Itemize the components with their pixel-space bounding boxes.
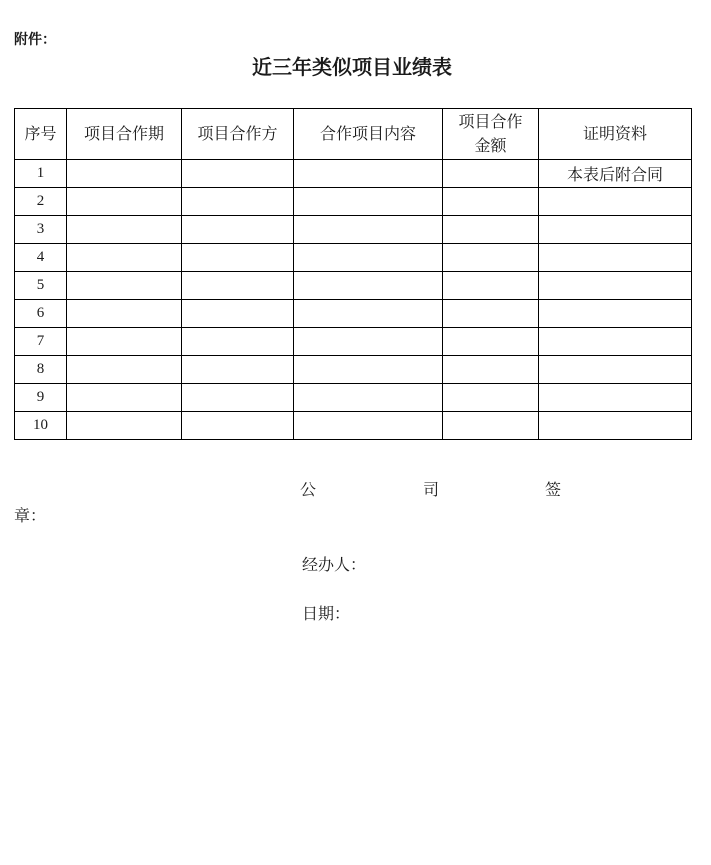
table-row	[15, 300, 692, 328]
cell-cooperation-period	[67, 272, 182, 300]
cell-project-content	[294, 216, 443, 244]
cell-serial: 1	[15, 160, 67, 188]
document-title: 近三年类似项目业绩表	[252, 55, 452, 79]
cell-cooperation-period	[67, 216, 182, 244]
table-header-row	[15, 109, 692, 160]
cell-cooperation-period	[67, 384, 182, 412]
header-text-line-2: 金额	[474, 136, 507, 155]
cell-partner	[182, 300, 294, 328]
cell-contract-amount	[443, 412, 539, 440]
seal-char-sign: 签	[545, 480, 562, 499]
cell-partner	[182, 216, 294, 244]
cell-cooperation-period	[67, 412, 182, 440]
cell-project-content	[294, 188, 443, 216]
header-cell-cooperation-period	[67, 109, 182, 160]
cell-serial: 5	[15, 272, 67, 300]
header-cell-project-content	[294, 109, 443, 160]
cell-project-content	[294, 384, 443, 412]
header-text: 证明资料	[582, 124, 647, 143]
cell-supporting-documents	[539, 272, 692, 300]
header-cell-supporting-documents	[539, 109, 692, 160]
cell-partner	[182, 384, 294, 412]
header-cell-partner	[182, 109, 294, 160]
table-row	[15, 244, 692, 272]
table-row	[15, 328, 692, 356]
cell-project-content	[294, 356, 443, 384]
cell-project-content	[294, 244, 443, 272]
header-text: 项目合作期	[83, 124, 164, 143]
cell-project-content	[294, 160, 443, 188]
cell-cooperation-period	[67, 160, 182, 188]
cell-partner	[182, 160, 294, 188]
cell-contract-amount	[443, 384, 539, 412]
table-row	[15, 384, 692, 412]
header-text: 序号	[24, 124, 57, 143]
cell-contract-amount	[443, 272, 539, 300]
cell-serial: 10	[15, 412, 67, 440]
cell-supporting-documents	[539, 216, 692, 244]
cell-cooperation-period	[67, 188, 182, 216]
cell-supporting-documents	[539, 384, 692, 412]
cell-project-content	[294, 328, 443, 356]
cell-contract-amount	[443, 356, 539, 384]
header-text: 项目合作方	[197, 124, 278, 143]
cell-project-content	[294, 272, 443, 300]
cell-contract-amount	[443, 300, 539, 328]
cell-partner	[182, 188, 294, 216]
seal-char-company-1: 公	[300, 480, 317, 499]
table-row	[15, 412, 692, 440]
cell-serial: 8	[15, 356, 67, 384]
table-header	[15, 109, 692, 160]
cell-serial: 3	[15, 216, 67, 244]
table-row	[15, 160, 692, 188]
cell-cooperation-period	[67, 244, 182, 272]
cell-contract-amount	[443, 160, 539, 188]
cell-serial: 2	[15, 188, 67, 216]
cell-supporting-documents	[539, 328, 692, 356]
cell-contract-amount	[443, 216, 539, 244]
date-label: 日期：	[302, 604, 351, 623]
performance-table	[14, 108, 692, 440]
cell-supporting-documents	[539, 356, 692, 384]
cell-supporting-documents	[539, 188, 692, 216]
cell-supporting-documents: 本表后附合同	[539, 160, 692, 188]
attachment-label: 附件：	[14, 32, 56, 48]
cell-project-content	[294, 300, 443, 328]
cell-contract-amount	[443, 188, 539, 216]
cell-project-content	[294, 412, 443, 440]
cell-supporting-documents	[539, 244, 692, 272]
cell-partner	[182, 328, 294, 356]
seal-char-company-2: 司	[423, 480, 440, 499]
cell-supporting-documents	[539, 412, 692, 440]
cell-serial: 6	[15, 300, 67, 328]
table-body	[15, 160, 692, 440]
header-cell-serial	[15, 109, 67, 160]
table-row	[15, 272, 692, 300]
table-row	[15, 356, 692, 384]
cell-partner	[182, 244, 294, 272]
cell-contract-amount	[443, 328, 539, 356]
cell-contract-amount	[443, 244, 539, 272]
cell-serial: 9	[15, 384, 67, 412]
cell-cooperation-period	[67, 328, 182, 356]
table-row	[15, 188, 692, 216]
cell-serial: 7	[15, 328, 67, 356]
cell-supporting-documents	[539, 300, 692, 328]
header-cell-contract-amount	[443, 109, 539, 160]
cell-partner	[182, 356, 294, 384]
cell-cooperation-period	[67, 356, 182, 384]
cell-serial: 4	[15, 244, 67, 272]
cell-partner	[182, 412, 294, 440]
seal-label-tail: 章：	[14, 506, 47, 525]
table-row	[15, 216, 692, 244]
handler-label: 经办人：	[302, 555, 367, 574]
cell-cooperation-period	[67, 300, 182, 328]
header-text: 合作项目内容	[319, 124, 416, 143]
cell-partner	[182, 272, 294, 300]
header-text-line-1: 项目合作	[458, 112, 523, 131]
